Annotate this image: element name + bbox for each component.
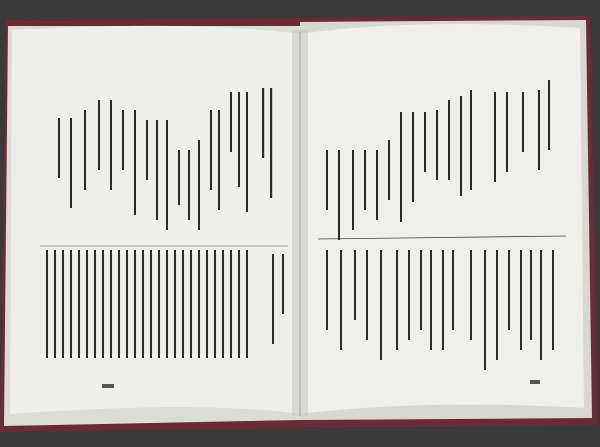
left-page <box>10 26 300 414</box>
right-page-number <box>530 380 540 384</box>
left-page-number <box>102 384 114 388</box>
